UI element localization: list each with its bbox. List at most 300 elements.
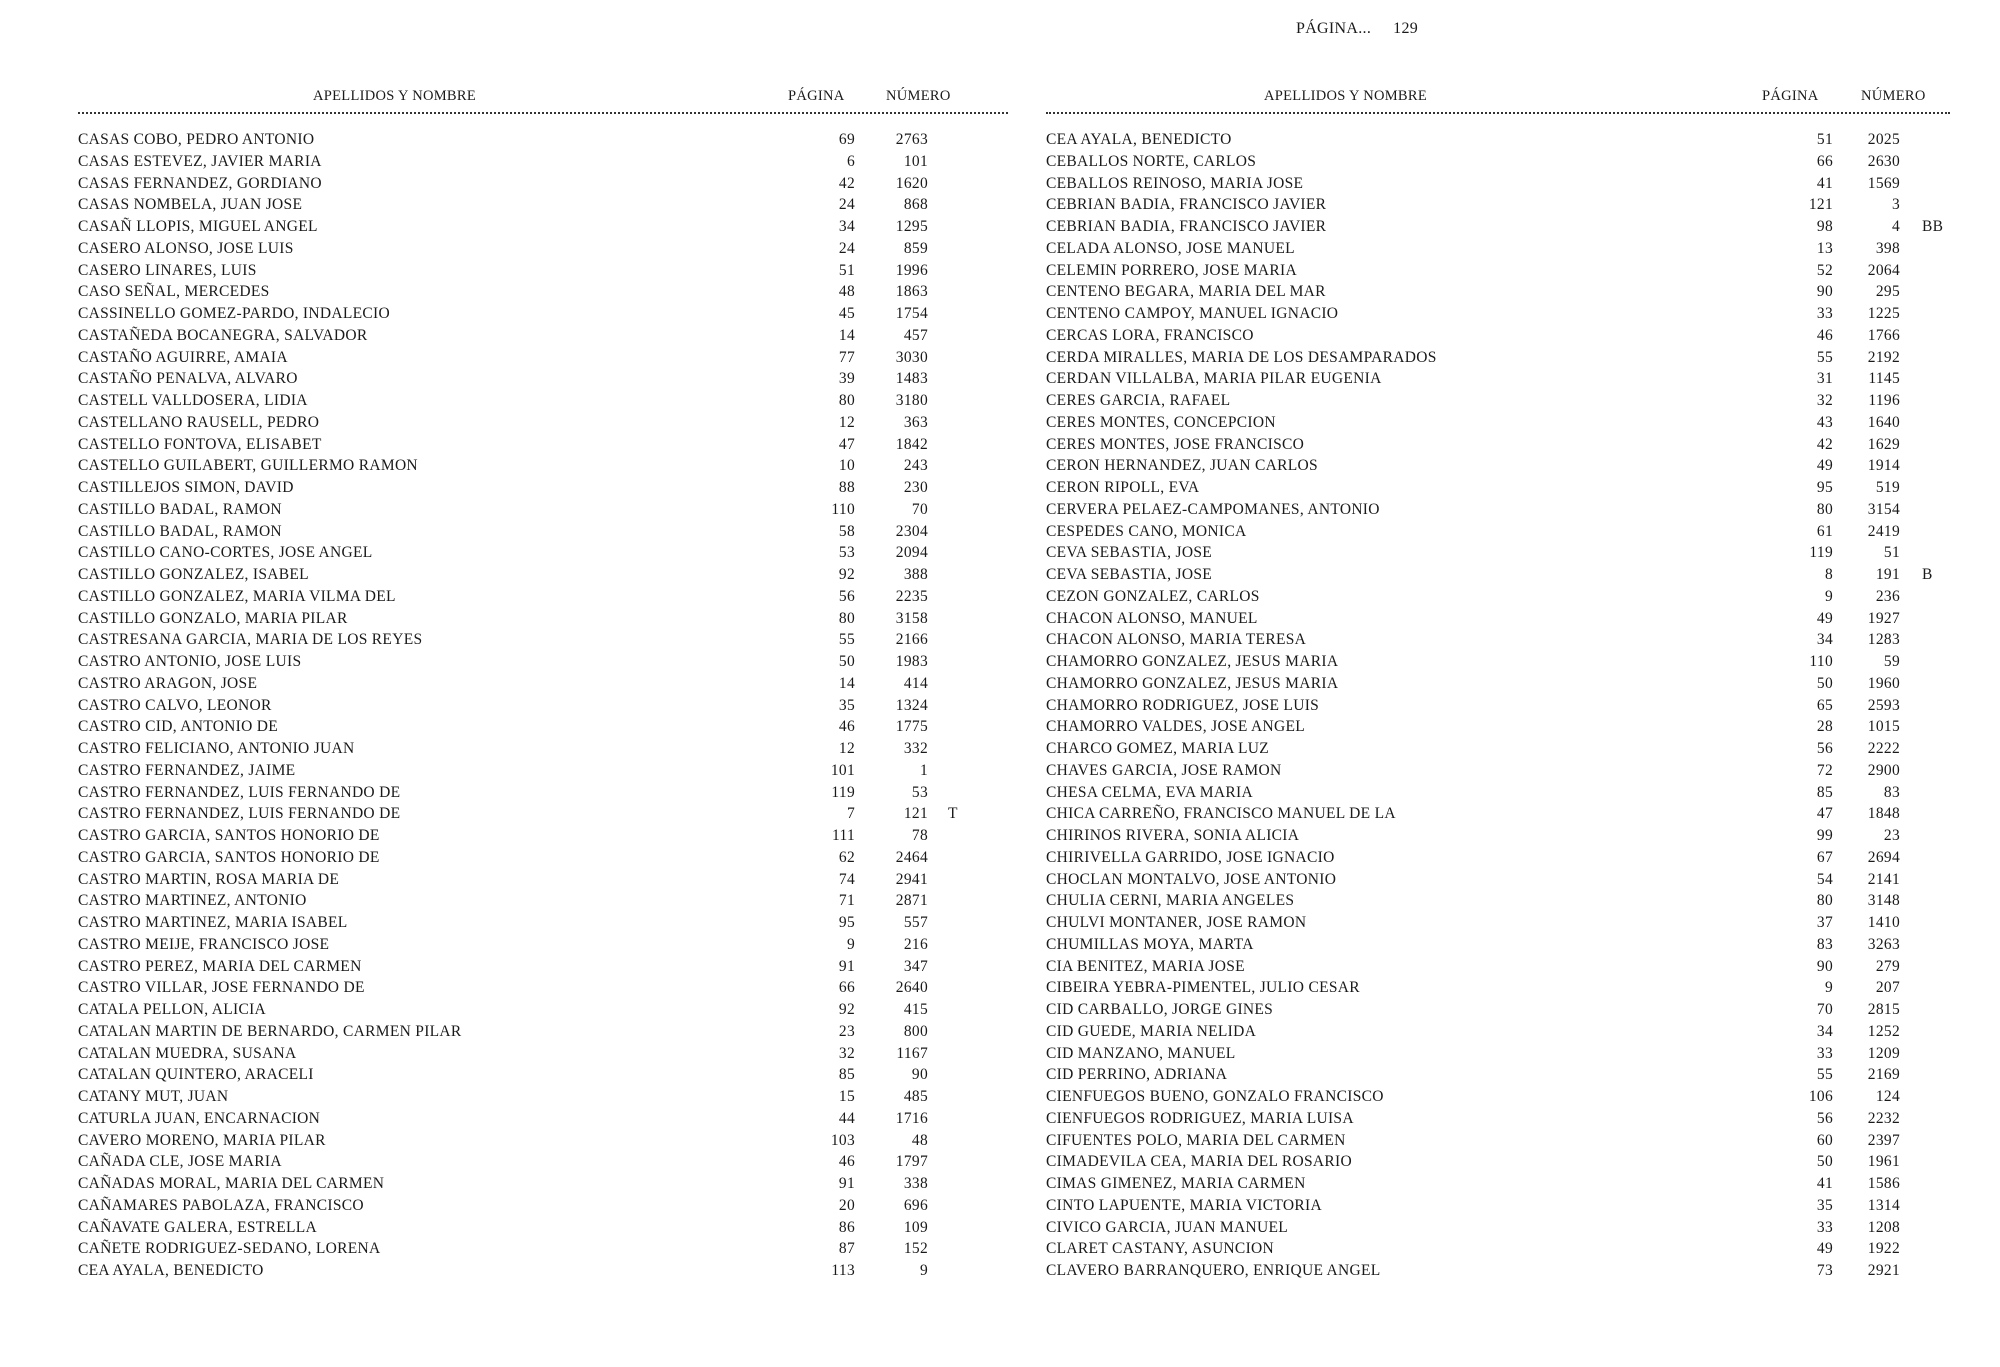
person-name: CATANY MUT, JUAN xyxy=(78,1088,229,1105)
page-reference: 56 xyxy=(1816,1109,1833,1127)
page-reference: 65 xyxy=(1816,696,1833,714)
person-name: CHESA CELMA, EVA MARIA xyxy=(1046,783,1253,801)
page-reference: 24 xyxy=(838,239,855,257)
page-reference: 80 xyxy=(1816,500,1833,518)
person-name: CERDA MIRALLES, MARIA DE LOS DESAMPARADOS xyxy=(1046,348,1437,366)
person-name: CEA AYALA, BENEDICTO xyxy=(78,1262,264,1279)
entry-number: 3030 xyxy=(895,348,928,366)
entry-number: 859 xyxy=(903,239,928,257)
person-name: CEBALLOS NORTE, CARLOS xyxy=(1046,152,1257,170)
page-reference: 47 xyxy=(1816,805,1833,823)
entry-number: 1620 xyxy=(895,174,928,192)
person-name: CASSINELLO GOMEZ-PARDO, INDALECIO xyxy=(78,305,391,322)
entry-number: 1863 xyxy=(895,283,928,301)
page-reference: 90 xyxy=(1816,957,1833,975)
page-reference: 49 xyxy=(1816,609,1833,627)
person-name: CERES MONTES, JOSE FRANCISCO xyxy=(1046,435,1305,453)
right-divider xyxy=(1046,112,1950,114)
page-reference: 91 xyxy=(838,1175,855,1192)
page-number: 129 xyxy=(1393,20,1419,37)
entry-number: 2235 xyxy=(895,587,928,605)
entry-number: 1252 xyxy=(1867,1022,1900,1040)
entry-number: 2397 xyxy=(1867,1131,1900,1149)
page-reference: 58 xyxy=(838,522,855,540)
person-name: CASAS NOMBELA, JUAN JOSE xyxy=(78,196,303,214)
page-reference: 101 xyxy=(830,761,855,779)
entry-number: 236 xyxy=(1875,587,1900,605)
person-name: CHACON ALONSO, MANUEL xyxy=(1046,609,1258,627)
entry-number: 1209 xyxy=(1867,1044,1900,1062)
entry-number: 457 xyxy=(903,326,928,344)
person-name: CIMAS GIMENEZ, MARIA CARMEN xyxy=(1046,1175,1306,1192)
page-reference: 52 xyxy=(1816,261,1833,279)
page-reference: 33 xyxy=(1816,1044,1833,1062)
entry-number: 1225 xyxy=(1867,305,1900,322)
person-name: CERON RIPOLL, EVA xyxy=(1046,479,1200,496)
entry-number: 414 xyxy=(903,674,928,692)
entry-number: 1569 xyxy=(1867,174,1900,192)
person-name: CENTENO BEGARA, MARIA DEL MAR xyxy=(1046,283,1326,301)
page-reference: 51 xyxy=(838,261,855,279)
person-name: CATURLA JUAN, ENCARNACION xyxy=(78,1109,321,1127)
entry-number: 279 xyxy=(1875,957,1900,975)
page-reference: 55 xyxy=(1816,1066,1833,1084)
entry-number: 2640 xyxy=(895,979,928,997)
page-reference: 47 xyxy=(838,435,855,453)
person-name: CASAS ESTEVEZ, JAVIER MARIA xyxy=(78,152,322,170)
entry-number: 2025 xyxy=(1867,131,1900,148)
person-name: CERON HERNANDEZ, JUAN CARLOS xyxy=(1046,457,1318,475)
entry-number: 121 xyxy=(903,805,928,823)
page-reference: 92 xyxy=(838,566,855,583)
page-reference: 106 xyxy=(1808,1088,1833,1105)
page-reference: 7 xyxy=(846,805,855,823)
person-name: CASTELLO FONTOVA, ELISABET xyxy=(78,435,322,453)
person-name: CEVA SEBASTIA, JOSE xyxy=(1046,566,1213,583)
person-name: CASTILLO BADAL, RAMON xyxy=(78,500,282,518)
entry-number: 1629 xyxy=(1867,435,1900,453)
person-name: CHAMORRO GONZALEZ, JESUS MARIA xyxy=(1046,653,1339,670)
page-reference: 56 xyxy=(1816,740,1833,757)
entry-number: 295 xyxy=(1875,283,1900,301)
entry-number: 3154 xyxy=(1867,500,1900,518)
entry-number: 519 xyxy=(1875,479,1900,496)
page-reference: 98 xyxy=(1816,218,1833,235)
page-reference: 91 xyxy=(838,957,855,975)
left-header-number: NÚMERO xyxy=(886,88,951,104)
entry-number: 1483 xyxy=(895,370,928,388)
entry-number: 1960 xyxy=(1867,674,1900,692)
left-header-name: APELLIDOS Y NOMBRE xyxy=(313,88,477,104)
person-name: CASTRO MARTIN, ROSA MARIA DE xyxy=(78,870,340,888)
page-reference: 39 xyxy=(838,370,855,388)
person-name: CELEMIN PORRERO, JOSE MARIA xyxy=(1046,261,1297,279)
entry-number: 485 xyxy=(903,1088,928,1105)
person-name: CASTILLO GONZALO, MARIA PILAR xyxy=(78,609,348,627)
entry-number: 101 xyxy=(903,152,928,170)
entry-number: 3148 xyxy=(1867,892,1900,910)
entry-number: 1167 xyxy=(896,1044,928,1062)
page-reference: 28 xyxy=(1816,718,1833,736)
page-reference: 33 xyxy=(1816,305,1833,322)
person-name: CASTRO PEREZ, MARIA DEL CARMEN xyxy=(78,957,362,975)
entry-number: 53 xyxy=(911,783,928,801)
person-name: CASTELL VALLDOSERA, LIDIA xyxy=(78,392,308,409)
page-reference: 46 xyxy=(838,1153,855,1171)
person-name: CHARCO GOMEZ, MARIA LUZ xyxy=(1046,740,1270,757)
page-reference: 32 xyxy=(1816,392,1833,409)
person-name: CIFUENTES POLO, MARIA DEL CARMEN xyxy=(1046,1131,1346,1149)
person-name: CENTENO CAMPOY, MANUEL IGNACIO xyxy=(1046,305,1339,322)
entry-number: 398 xyxy=(1875,239,1900,257)
entry-number: 1410 xyxy=(1867,914,1900,931)
entry-number: 1716 xyxy=(895,1109,928,1127)
page-reference: 119 xyxy=(831,783,855,801)
person-name: CASTRO CALVO, LEONOR xyxy=(78,696,272,714)
person-name: CHAVES GARCIA, JOSE RAMON xyxy=(1046,761,1282,779)
person-name: CASTELLANO RAUSELL, PEDRO xyxy=(78,413,320,431)
person-name: CHIRINOS RIVERA, SONIA ALICIA xyxy=(1046,827,1300,844)
person-name: CASERO LINARES, LUIS xyxy=(78,261,257,279)
entry-number: 2921 xyxy=(1867,1262,1900,1279)
entry-number: 207 xyxy=(1875,979,1900,997)
person-name: CASO SEÑAL, MERCEDES xyxy=(78,283,270,301)
person-name: CASTAÑO PENALVA, ALVARO xyxy=(78,370,298,388)
entry-number: 230 xyxy=(903,479,928,496)
page-reference: 46 xyxy=(838,718,855,736)
person-name: CID GUEDE, MARIA NELIDA xyxy=(1046,1022,1257,1040)
page-reference: 8 xyxy=(1824,566,1833,583)
page-reference: 24 xyxy=(838,196,855,214)
entry-number: 2763 xyxy=(895,131,928,148)
person-name: CAÑAVATE GALERA, ESTRELLA xyxy=(78,1218,318,1236)
page-reference: 41 xyxy=(1816,174,1833,192)
person-name: CERES MONTES, CONCEPCION xyxy=(1046,413,1276,431)
person-name: CHAMORRO GONZALEZ, JESUS MARIA xyxy=(1046,674,1339,692)
entry-number: 2941 xyxy=(895,870,928,888)
page-reference: 9 xyxy=(846,935,855,953)
right-header-page: PÁGINA xyxy=(1762,88,1819,104)
entry-number: 3263 xyxy=(1867,935,1900,953)
entry-number: 2141 xyxy=(1867,870,1900,888)
page-reference: 71 xyxy=(838,892,855,910)
person-name: CERVERA PELAEZ-CAMPOMANES, ANTONIO xyxy=(1046,500,1380,518)
page-reference: 70 xyxy=(1816,1001,1833,1018)
entry-number: 1295 xyxy=(895,218,928,235)
page-reference: 9 xyxy=(1824,587,1833,605)
entry-number: 1145 xyxy=(1868,370,1900,388)
page-reference: 34 xyxy=(1816,631,1833,649)
entry-number: 1848 xyxy=(1867,805,1900,823)
person-name: CHUMILLAS MOYA, MARTA xyxy=(1046,935,1254,953)
person-name: CASTRO FERNANDEZ, LUIS FERNANDO DE xyxy=(78,805,401,823)
page-reference: 83 xyxy=(1816,935,1833,953)
right-header-name: APELLIDOS Y NOMBRE xyxy=(1264,88,1428,104)
person-name: CHULVI MONTANER, JOSE RAMON xyxy=(1046,914,1307,931)
entry-number: 557 xyxy=(903,914,928,931)
page-reference: 51 xyxy=(1816,131,1833,148)
person-name: CHULIA CERNI, MARIA ANGELES xyxy=(1046,892,1295,910)
entry-number: 1914 xyxy=(1867,457,1900,475)
page-reference: 14 xyxy=(838,326,855,344)
entry-number: 1842 xyxy=(895,435,928,453)
entry-number: 2064 xyxy=(1867,261,1900,279)
page-reference: 41 xyxy=(1816,1175,1833,1192)
entry-number: 2094 xyxy=(895,544,928,562)
page-reference: 121 xyxy=(1808,196,1833,214)
person-name: CASAS FERNANDEZ, GORDIANO xyxy=(78,174,322,192)
person-name: CASTRO CID, ANTONIO DE xyxy=(78,718,279,736)
person-name: CAÑADA CLE, JOSE MARIA xyxy=(78,1153,282,1171)
person-name: CHICA CARREÑO, FRANCISCO MANUEL DE LA xyxy=(1046,805,1396,823)
page-label: PÁGINA... xyxy=(1296,20,1372,37)
person-name: CASTRO FERNANDEZ, LUIS FERNANDO DE xyxy=(78,783,401,801)
page-reference: 9 xyxy=(1824,979,1833,997)
page-reference: 42 xyxy=(1816,435,1833,453)
entry-number: 90 xyxy=(911,1066,928,1084)
page-reference: 56 xyxy=(838,587,855,605)
entry-number: 51 xyxy=(1883,544,1900,562)
entry-number: 2304 xyxy=(895,522,928,540)
page-reference: 62 xyxy=(838,848,855,866)
person-name: CASTAÑEDA BOCANEGRA, SALVADOR xyxy=(78,326,368,344)
page-reference: 77 xyxy=(838,348,855,366)
person-name: CHACON ALONSO, MARIA TERESA xyxy=(1046,631,1307,649)
person-name: CASTRO GARCIA, SANTOS HONORIO DE xyxy=(78,848,380,866)
page-reference: 92 xyxy=(838,1001,855,1018)
person-name: CAÑADAS MORAL, MARIA DEL CARMEN xyxy=(78,1175,385,1192)
entry-number: 4 xyxy=(1891,218,1900,235)
page-reference: 37 xyxy=(1816,914,1833,931)
person-name: CEBALLOS REINOSO, MARIA JOSE xyxy=(1046,174,1304,192)
person-name: CELADA ALONSO, JOSE MANUEL xyxy=(1046,239,1295,257)
page-reference: 55 xyxy=(1816,348,1833,366)
entry-number: 3180 xyxy=(895,392,928,409)
entry-number: 415 xyxy=(903,1001,928,1018)
page-reference: 113 xyxy=(831,1262,855,1279)
page-reference: 13 xyxy=(1816,239,1833,257)
entry-number: 2166 xyxy=(895,631,928,649)
page-reference: 55 xyxy=(838,631,855,649)
person-name: CAÑETE RODRIGUEZ-SEDANO, LORENA xyxy=(78,1240,381,1258)
entry-number: 191 xyxy=(1875,566,1900,583)
entry-number: 1208 xyxy=(1867,1218,1900,1236)
page-reference: 111 xyxy=(832,827,855,844)
entry-number: 9 xyxy=(919,1262,928,1279)
entry-number: 23 xyxy=(1883,827,1900,844)
person-name: CATALAN QUINTERO, ARACELI xyxy=(78,1066,314,1084)
entry-number: 1961 xyxy=(1867,1153,1900,1171)
person-name: CASTRO MEIJE, FRANCISCO JOSE xyxy=(78,935,330,953)
entry-number: 2232 xyxy=(1867,1109,1900,1127)
person-name: CATALAN MUEDRA, SUSANA xyxy=(78,1044,297,1062)
page-reference: 88 xyxy=(838,479,855,496)
person-name: CIA BENITEZ, MARIA JOSE xyxy=(1046,957,1245,975)
page-reference: 6 xyxy=(846,152,855,170)
person-name: CASTRO VILLAR, JOSE FERNANDO DE xyxy=(78,979,365,997)
page-reference: 42 xyxy=(838,174,855,192)
page-reference: 80 xyxy=(838,609,855,627)
page-reference: 90 xyxy=(1816,283,1833,301)
entry-number: 2871 xyxy=(895,892,928,910)
page-reference: 34 xyxy=(838,218,855,235)
entry-number: 2900 xyxy=(1867,761,1900,779)
person-name: CINTO LAPUENTE, MARIA VICTORIA xyxy=(1046,1196,1322,1214)
entry-number: 2419 xyxy=(1867,522,1900,540)
person-name: CID CARBALLO, JORGE GINES xyxy=(1046,1001,1274,1018)
page-reference: 35 xyxy=(838,696,855,714)
person-name: CHIRIVELLA GARRIDO, JOSE IGNACIO xyxy=(1046,848,1335,866)
entry-number: 3158 xyxy=(895,609,928,627)
person-name: CASTAÑO AGUIRRE, AMAIA xyxy=(78,348,288,366)
entry-number: 2464 xyxy=(895,848,928,866)
person-name: CASAÑ LLOPIS, MIGUEL ANGEL xyxy=(78,218,318,235)
page-reference: 99 xyxy=(1816,827,1833,844)
page-reference: 85 xyxy=(1816,783,1833,801)
entry-number: 347 xyxy=(903,957,928,975)
person-name: CAÑAMARES PABOLAZA, FRANCISCO xyxy=(78,1196,364,1214)
page-reference: 103 xyxy=(830,1131,855,1149)
page-reference: 12 xyxy=(838,740,855,757)
person-name: CASAS COBO, PEDRO ANTONIO xyxy=(78,131,315,148)
entry-number: 2815 xyxy=(1867,1001,1900,1018)
entry-number: 1983 xyxy=(895,653,928,670)
person-name: CASTRO FERNANDEZ, JAIME xyxy=(78,761,296,779)
page-reference: 110 xyxy=(831,500,855,518)
entry-number: 109 xyxy=(903,1218,928,1236)
page-reference: 12 xyxy=(838,413,855,431)
entry-number: 216 xyxy=(903,935,928,953)
person-name: CHAMORRO RODRIGUEZ, JOSE LUIS xyxy=(1046,696,1320,714)
entry-number: 59 xyxy=(1883,653,1900,670)
entry-number: 2630 xyxy=(1867,152,1900,170)
page-reference: 34 xyxy=(1816,1022,1833,1040)
entry-number: 1766 xyxy=(1867,326,1900,344)
entry-number: 388 xyxy=(903,566,928,583)
page-reference: 49 xyxy=(1816,1240,1833,1258)
page-reference: 95 xyxy=(838,914,855,931)
page-reference: 80 xyxy=(838,392,855,409)
entry-number: 152 xyxy=(903,1240,928,1258)
entry-number: 363 xyxy=(903,413,928,431)
person-name: CATALA PELLON, ALICIA xyxy=(78,1001,267,1018)
person-name: CASTILLO BADAL, RAMON xyxy=(78,522,282,540)
entry-number: 1996 xyxy=(895,261,928,279)
page-reference: 53 xyxy=(838,544,855,562)
person-name: CERES GARCIA, RAFAEL xyxy=(1046,392,1231,409)
page-reference: 66 xyxy=(1816,152,1833,170)
person-name: CIENFUEGOS RODRIGUEZ, MARIA LUISA xyxy=(1046,1109,1354,1127)
person-name: CHOCLAN MONTALVO, JOSE ANTONIO xyxy=(1046,870,1337,888)
entry-flag: T xyxy=(948,805,958,823)
page-reference: 74 xyxy=(838,870,855,888)
person-name: CASTRO MARTINEZ, ANTONIO xyxy=(78,892,307,910)
page-reference: 45 xyxy=(838,305,855,322)
entry-number: 1314 xyxy=(1867,1196,1900,1214)
person-name: CASTILLO CANO-CORTES, JOSE ANGEL xyxy=(78,544,373,562)
page-reference: 50 xyxy=(1816,674,1833,692)
entry-number: 2694 xyxy=(1867,848,1900,866)
page-reference: 48 xyxy=(838,283,855,301)
person-name: CLAVERO BARRANQUERO, ENRIQUE ANGEL xyxy=(1046,1262,1381,1279)
page-reference: 67 xyxy=(1816,848,1833,866)
page-reference: 23 xyxy=(838,1022,855,1040)
page-reference: 50 xyxy=(1816,1153,1833,1171)
person-name: CIVICO GARCIA, JUAN MANUEL xyxy=(1046,1218,1289,1236)
person-name: CESPEDES CANO, MONICA xyxy=(1046,522,1247,540)
page-reference: 35 xyxy=(1816,1196,1833,1214)
person-name: CASTILLEJOS SIMON, DAVID xyxy=(78,479,294,496)
person-name: CAVERO MORENO, MARIA PILAR xyxy=(78,1131,326,1149)
entry-number: 2222 xyxy=(1867,740,1900,757)
page-reference: 85 xyxy=(838,1066,855,1084)
page-reference: 32 xyxy=(838,1044,855,1062)
page-reference: 66 xyxy=(838,979,855,997)
entry-number: 1775 xyxy=(895,718,928,736)
entry-number: 1 xyxy=(919,761,928,779)
page-reference: 86 xyxy=(838,1218,855,1236)
entry-number: 2192 xyxy=(1867,348,1900,366)
page-reference: 31 xyxy=(1816,370,1833,388)
entry-number: 800 xyxy=(903,1022,928,1040)
person-name: CASTILLO GONZALEZ, ISABEL xyxy=(78,566,309,583)
page-reference: 33 xyxy=(1816,1218,1833,1236)
person-name: CASTELLO GUILABERT, GUILLERMO RAMON xyxy=(78,457,418,475)
page-reference: 43 xyxy=(1816,413,1833,431)
page-reference: 73 xyxy=(1816,1262,1833,1279)
person-name: CIMADEVILA CEA, MARIA DEL ROSARIO xyxy=(1046,1153,1352,1171)
entry-number: 1927 xyxy=(1867,609,1900,627)
entry-number: 243 xyxy=(903,457,928,475)
entry-number: 1015 xyxy=(1867,718,1900,736)
page-reference: 80 xyxy=(1816,892,1833,910)
person-name: CASTRO MARTINEZ, MARIA ISABEL xyxy=(78,914,348,931)
entry-number: 1586 xyxy=(1867,1175,1900,1192)
page-reference: 15 xyxy=(838,1088,855,1105)
page-reference: 20 xyxy=(838,1196,855,1214)
entry-flag: BB xyxy=(1922,218,1944,235)
person-name: CID PERRINO, ADRIANA xyxy=(1046,1066,1228,1084)
page-reference: 50 xyxy=(838,653,855,670)
person-name: CEBRIAN BADIA, FRANCISCO JAVIER xyxy=(1046,196,1327,214)
page-reference: 69 xyxy=(838,131,855,148)
right-header-number: NÚMERO xyxy=(1861,88,1926,104)
person-name: CIENFUEGOS BUENO, GONZALO FRANCISCO xyxy=(1046,1088,1384,1105)
person-name: CASTRESANA GARCIA, MARIA DE LOS REYES xyxy=(78,631,423,649)
entry-number: 1283 xyxy=(1867,631,1900,649)
person-name: CASTRO FELICIANO, ANTONIO JUAN xyxy=(78,740,355,757)
entry-number: 1922 xyxy=(1867,1240,1900,1258)
page-reference: 10 xyxy=(838,457,855,475)
person-name: CASERO ALONSO, JOSE LUIS xyxy=(78,239,294,257)
person-name: CID MANZANO, MANUEL xyxy=(1046,1044,1236,1062)
page-reference: 14 xyxy=(838,674,855,692)
person-name: CASTRO ARAGON, JOSE xyxy=(78,674,258,692)
entry-number: 124 xyxy=(1875,1088,1900,1105)
entry-number: 1797 xyxy=(895,1153,928,1171)
person-name: CEZON GONZALEZ, CARLOS xyxy=(1046,587,1260,605)
entry-number: 332 xyxy=(903,740,928,757)
entry-number: 70 xyxy=(911,500,928,518)
person-name: CASTRO ANTONIO, JOSE LUIS xyxy=(78,653,302,670)
left-header-page: PÁGINA xyxy=(788,88,845,104)
page-reference: 44 xyxy=(838,1109,855,1127)
entry-number: 1754 xyxy=(895,305,928,322)
entry-number: 48 xyxy=(911,1131,928,1149)
person-name: CEVA SEBASTIA, JOSE xyxy=(1046,544,1213,562)
page-reference: 72 xyxy=(1816,761,1833,779)
page-reference: 87 xyxy=(838,1240,855,1258)
